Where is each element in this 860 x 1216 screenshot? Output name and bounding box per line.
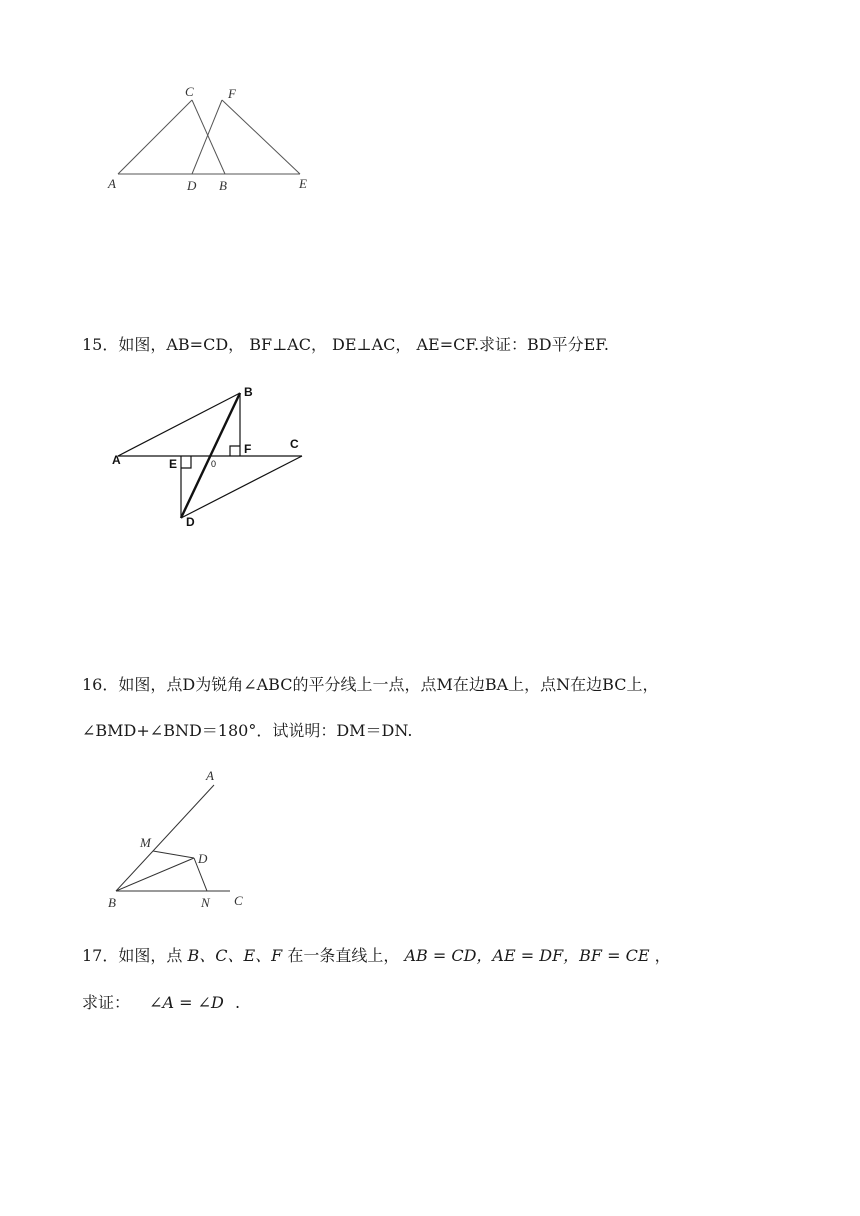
problem-16-line-2: ∠BMD+∠BND＝180°．试说明：DM＝DN. bbox=[82, 721, 413, 740]
segment-AB bbox=[118, 393, 240, 456]
label-B: B bbox=[244, 385, 253, 399]
problem-17-line2-suffix: . bbox=[234, 993, 241, 1012]
label-D: D bbox=[186, 515, 195, 529]
problem-17-conclusion: ∠A = ∠D bbox=[149, 993, 224, 1012]
problem-16-line-1: 16．如图，点D为锐角∠ABC的平分线上一点，点M在边BA上，点N在边BC上， bbox=[82, 675, 659, 694]
label-B: B bbox=[108, 895, 116, 910]
label-C: C bbox=[234, 893, 243, 908]
label-E: E bbox=[299, 176, 307, 191]
segment-MD bbox=[153, 851, 194, 858]
problem-15-text: 15．如图，AB=CD， BF⊥AC， DE⊥AC， AE=CF.求证：BD平分EF. bbox=[82, 335, 610, 354]
right-angle-mark-F bbox=[230, 446, 240, 456]
label-E: E bbox=[169, 457, 178, 471]
label-N: N bbox=[201, 895, 210, 910]
segment-AC bbox=[118, 100, 192, 174]
problem-17-suffix: ， bbox=[654, 946, 671, 965]
label-D: D bbox=[187, 178, 197, 193]
label-D: D bbox=[198, 851, 208, 866]
label-C: C bbox=[290, 437, 299, 451]
label-O: 0 bbox=[211, 459, 217, 469]
problem-17-conditions: AB = CD，AE = DF，BF = CE bbox=[404, 946, 650, 965]
figure-16 bbox=[100, 765, 260, 915]
problem-17-middle: 在一条直线上， bbox=[287, 946, 400, 965]
segment-DC bbox=[181, 456, 302, 518]
figure-15 bbox=[108, 380, 318, 530]
right-angle-mark-E bbox=[181, 456, 191, 468]
label-M: M bbox=[140, 835, 151, 850]
label-A: A bbox=[206, 768, 214, 783]
label-F: F bbox=[228, 86, 236, 101]
problem-17-points: B、C、E、F bbox=[187, 946, 283, 965]
problem-17-line-2 bbox=[82, 990, 240, 1013]
figure-triangles-top bbox=[100, 80, 330, 200]
ray-BA bbox=[116, 785, 214, 891]
problem-17-prefix: 17．如图，点 bbox=[82, 946, 183, 965]
segment-BD bbox=[116, 858, 194, 891]
label-B: B bbox=[219, 178, 227, 193]
label-A: A bbox=[112, 453, 121, 467]
label-C: C bbox=[185, 84, 194, 99]
label-A: A bbox=[108, 176, 116, 191]
problem-17-line-1 bbox=[82, 943, 671, 966]
problem-17-line2-prefix: 求证： bbox=[82, 993, 131, 1012]
label-F: F bbox=[244, 442, 252, 456]
segment-FE bbox=[222, 100, 300, 174]
